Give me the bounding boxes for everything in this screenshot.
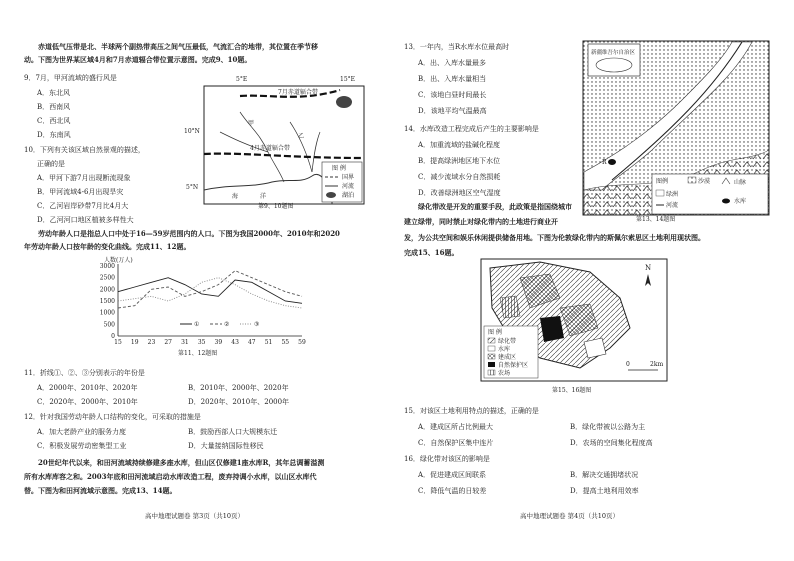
longitude-5e-label: 5°E: [236, 76, 248, 83]
legend-item-farm: 农场: [498, 370, 511, 377]
intro-line: 替。下图为和田河流域示意图。完成13、14题。: [24, 486, 177, 495]
labor-population-chart: [90, 254, 310, 350]
reservoir-r-label: R: [602, 159, 607, 166]
y-tick-label: 2500: [99, 274, 115, 282]
intro-line: 20世纪年代以来，和田河流域持续修建多座水库，但山区仅修建1座水库R，其年总调蓄溢测: [38, 458, 325, 467]
series-line-1: [118, 278, 302, 304]
x-tick-label: 23: [147, 339, 156, 346]
y-tick-label: 0: [111, 333, 115, 340]
q9-option-a[interactable]: A．东北风: [37, 89, 71, 97]
legend-reserve-symbol: [488, 362, 495, 367]
legend-item-mountain: 山脉: [734, 179, 747, 186]
x-tick-label: 55: [281, 339, 290, 346]
river-tributary: [312, 132, 320, 172]
question-10-stem: 10．下列有关该区域自然景观的描述，: [24, 146, 145, 154]
scale-start: 0: [626, 361, 630, 368]
x-tick-label: 43: [231, 339, 239, 346]
map1-caption: 第9、10题图: [258, 203, 294, 210]
q14-option-d[interactable]: D．改善绿洲地区空气湿度: [418, 189, 501, 197]
intro-line: 建立绿带，同时禁止对绿化带内的土地进行商业开: [404, 217, 558, 226]
x-tick-label: 39: [214, 339, 223, 346]
intro-line: 完成15、16题。: [404, 248, 459, 257]
legend-label: ③: [254, 321, 260, 328]
q11-option-d[interactable]: D．2020年、2010年、2000年: [188, 398, 290, 406]
river-yi: [290, 122, 312, 172]
legend-item-river: 河流: [342, 183, 355, 190]
x-tick-label: 31: [181, 339, 189, 346]
series-line-3: [118, 278, 302, 308]
reservoir-r: [608, 159, 616, 165]
itcz-july-label: 7月赤道辐合带: [278, 89, 318, 96]
q10-option-d[interactable]: D．乙河河口地区植被多样性大: [37, 216, 134, 224]
q15-option-c[interactable]: C．自然保护区集中连片: [418, 439, 494, 447]
legend-item-lake: 湖泊: [342, 192, 355, 199]
legend-farm-symbol: [488, 370, 495, 375]
q14-option-b[interactable]: B．提高绿洲地区地下水位: [418, 157, 501, 165]
x-tick-label: 15: [114, 339, 122, 346]
intro-line: 年劳动年龄人口按年龄的变化曲线。完成11、12题。: [24, 242, 191, 251]
x-tick-label: 59: [298, 339, 306, 346]
y-tick-label: 1000: [99, 309, 115, 317]
legend-reservoir-symbol: [488, 346, 495, 351]
question-14-stem: 14．水库改造工程完成后产生的主要影响是: [404, 125, 539, 133]
legend-oasis-symbol: [656, 190, 664, 196]
q15-option-b[interactable]: B．绿化带被以公路为主: [570, 423, 646, 431]
question-13-stem: 13．一年内，当R水库水位最高时: [404, 43, 510, 51]
q13-option-b[interactable]: B．出、入库水量相当: [418, 75, 487, 83]
inset-label: 新疆维吾尔自治区: [591, 50, 636, 56]
q13-option-c[interactable]: C．该地白昼时间最长: [418, 91, 487, 99]
intro-line: 发，为公共空间和娱乐休闲提供储备用地。下图为伦敦绿化带内的斯佩尔索思区土地利用现状图。: [404, 233, 705, 242]
legend-item-river: 河流: [666, 202, 679, 209]
inset-map: [588, 44, 640, 76]
x-tick-label: 51: [264, 339, 273, 346]
q12-option-a[interactable]: A．加大老龄产业的服务力度: [37, 428, 127, 436]
q13-option-d[interactable]: D．该地平均气温最高: [418, 107, 487, 115]
ocean-label-yang: 洋: [260, 193, 267, 200]
latitude-10n-label: 10°N: [184, 128, 200, 135]
north-label: N: [645, 264, 652, 272]
page-footer-left: 高中地理试题卷 第3页（共10页）: [145, 512, 244, 520]
y-tick-label: 3000: [99, 263, 115, 270]
q9-option-b[interactable]: B．西南风: [37, 103, 71, 111]
q12-option-d[interactable]: D．大量接纳国际性移民: [188, 442, 264, 450]
legend-label: ①: [194, 321, 200, 328]
river-jia-label: 甲: [248, 120, 255, 127]
hotan-river-map: [582, 40, 770, 216]
reservoir-area: [584, 338, 606, 358]
legend-reservoir-symbol: [722, 199, 730, 204]
legend-item-greenbelt: 绿化带: [498, 338, 517, 345]
question-15-stem: 15．对该区土地利用特点的描述，正确的是: [404, 407, 539, 415]
question-11-stem: 11．折线①、②、③分别表示的年份是: [24, 369, 145, 377]
legend-item-reservoir: 水库: [734, 198, 747, 205]
intro-line: 绿化带改是开发的重要手段，此政策是指国绕城市: [418, 202, 572, 211]
question-9-stem: 9．7月，甲河流域的盛行风是: [24, 74, 117, 82]
legend-greenbelt-symbol: [488, 338, 495, 343]
q15-option-a[interactable]: A．建成区所占比例最大: [418, 423, 494, 431]
intro-line: 赤道低气压带是北、半球两个副热带高压之间气压最低，气流汇合的地带，其位置在季节移: [38, 42, 318, 51]
x-tick-label: 47: [247, 339, 256, 346]
q12-option-b[interactable]: B．鼓励西部人口大规模东迁: [188, 428, 278, 436]
q16-option-d[interactable]: D．提高土地利用效率: [570, 487, 639, 495]
legend-builtup-symbol: [488, 354, 495, 359]
intro-line: 动。下图为世界某区域4月和7月赤道辐合带位置示意图。完成9、10题。: [24, 55, 252, 64]
x-tick-label: 27: [164, 339, 173, 346]
legend-title: 图 例: [332, 165, 346, 172]
latitude-5n-label: 5°N: [186, 184, 199, 191]
spelthorne-landuse-map: [480, 258, 668, 382]
question-12-stem: 12．针对我国劳动年龄人口结构的变化，可采取的措施是: [24, 413, 201, 421]
nature-reserve-area: [540, 316, 564, 342]
legend-title: 图 例: [488, 329, 502, 336]
y-tick-label: 1500: [99, 298, 115, 305]
intro-line: 劳动年龄人口是指总人口中处于16—59岁范围内的人口。下图为我国2000年、2010年和2020: [38, 229, 340, 238]
ocean-label-hai: 海: [232, 193, 239, 200]
question-10-stem-cont: 正确的是: [37, 160, 65, 168]
y-tick-label: 500: [103, 321, 115, 329]
legend-item-border: 国界: [342, 174, 355, 181]
scale-end: 2km: [650, 361, 664, 368]
x-tick-label: 35: [197, 339, 206, 346]
q12-option-c[interactable]: C．积极发展劳动密集型工业: [37, 442, 127, 450]
q11-option-a[interactable]: A．2000年、2010年、2020年: [37, 384, 138, 392]
river-yi-label: 乙: [298, 133, 305, 140]
legend-item-reserve: 自然保护区: [498, 362, 529, 369]
itcz-april-label: 4月赤道辐合带: [250, 145, 290, 152]
x-tick-label: 19: [130, 339, 139, 346]
q9-option-d[interactable]: D．东南风: [37, 131, 71, 139]
q16-option-c[interactable]: C．降低气温的日较差: [418, 487, 487, 495]
q14-option-c[interactable]: C．减少流域水分自然损耗: [418, 173, 501, 181]
legend-title: 图例: [656, 178, 669, 185]
map2-caption: 第13、14题图: [636, 216, 676, 223]
africa-itcz-map: [180, 72, 376, 212]
q14-option-a[interactable]: A．加重流域的盐碱化程度: [418, 141, 501, 149]
page-footer-right: 高中地理试题卷 第4页（共10页）: [520, 512, 619, 520]
intro-line: 所有水库库容之和。2003年底和田河流域启动水库改造工程，废弃持调小水库，以山区水库代: [24, 472, 317, 481]
chart-caption: 第11、12题图: [178, 350, 218, 357]
y-tick-label: 2000: [99, 286, 115, 294]
q11-option-c[interactable]: C．2020年、2000年、2010年: [37, 398, 138, 406]
q16-option-b[interactable]: B．解决交通拥堵状况: [570, 471, 639, 479]
legend-item-builtup: 建成区: [498, 354, 517, 361]
q10-option-b[interactable]: B．甲河流域4-6月出现旱灾: [37, 188, 124, 196]
q16-option-a[interactable]: A．促进建成区间联系: [418, 471, 487, 479]
q13-option-a[interactable]: A．出、入库水量最多: [418, 59, 487, 67]
q11-option-b[interactable]: B．2010年、2000年、2020年: [188, 384, 289, 392]
legend-item-reservoir: 水库: [498, 346, 511, 353]
lake-shape: [336, 96, 352, 108]
itcz-april-line: [204, 154, 364, 158]
legend-desert-symbol: [688, 177, 696, 183]
map3-caption: 第15、16题图: [552, 387, 592, 394]
legend-lake-symbol: [326, 192, 336, 198]
legend-item-desert: 沙漠: [698, 178, 711, 185]
q15-option-d[interactable]: D．农场的空间集化程度高: [570, 439, 653, 447]
q9-option-c[interactable]: C．西北风: [37, 117, 71, 125]
coastline: [204, 174, 332, 204]
legend-item-oasis: 绿洲: [666, 191, 679, 198]
question-16-stem: 16．绿化带对该区的影响是: [404, 455, 490, 463]
q10-option-a[interactable]: A．甲河下游7月出现断流现象: [37, 174, 131, 182]
longitude-15e-label: 15°E: [340, 76, 356, 83]
y-axis-label: 人数(万人): [104, 257, 133, 264]
q10-option-c[interactable]: C．乙河岩岸砂带7月比4月大: [37, 202, 129, 210]
legend-label: ②: [224, 321, 230, 328]
